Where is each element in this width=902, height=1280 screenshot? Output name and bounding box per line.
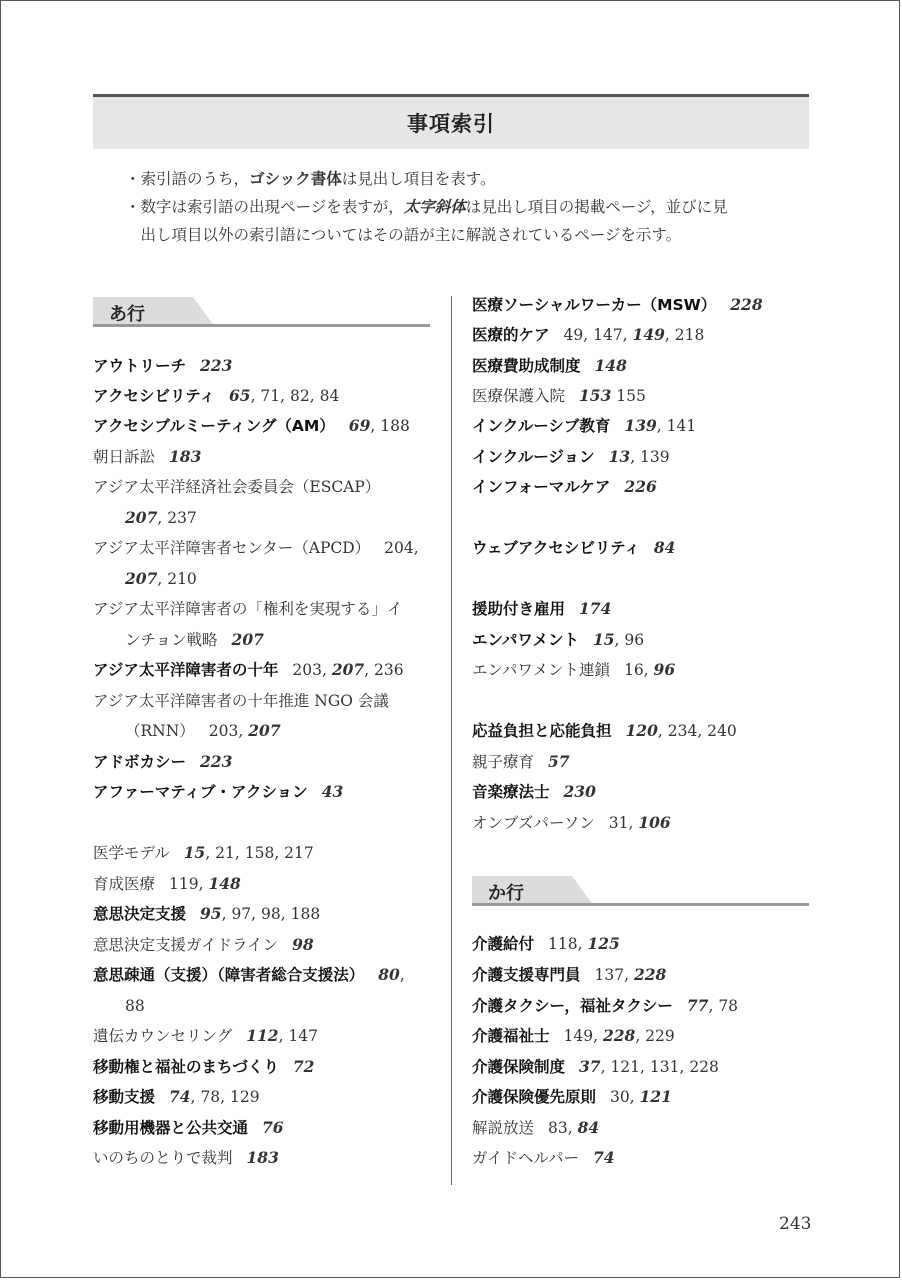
section-header-a-gyo	[93, 297, 430, 327]
index-entry	[472, 750, 570, 774]
usage-note-text: 太字斜体	[403, 197, 466, 216]
page-reference: 183	[246, 1148, 279, 1167]
index-entry	[472, 536, 675, 560]
page-reference: 223	[200, 752, 233, 771]
index-entry	[93, 445, 201, 469]
page-reference: , 96	[614, 631, 645, 649]
page-reference: 30,	[610, 1088, 640, 1106]
page-reference: , 218	[664, 326, 705, 344]
page-reference: 96	[653, 660, 676, 679]
index-entry	[93, 902, 320, 926]
index-term: 解説放送	[472, 1119, 535, 1137]
index-term: オンブズパーソン	[472, 814, 595, 832]
page-reference: , 97, 98, 188	[221, 905, 321, 923]
page-reference: 228	[633, 965, 667, 984]
index-entry	[93, 1146, 279, 1170]
page-reference: 121	[639, 1087, 672, 1106]
page-reference: 80	[378, 965, 400, 984]
index-term: 朝日訴訟	[93, 448, 156, 466]
page-reference: , 147	[278, 1027, 319, 1045]
page-reference: 77	[686, 996, 709, 1015]
index-term: 医学モデル	[93, 844, 170, 862]
column-divider	[451, 296, 452, 1185]
page-reference: 106	[638, 813, 671, 832]
index-term: 意思決定支援ガイドライン	[93, 936, 279, 954]
page-reference: , 236	[364, 661, 404, 679]
index-entry	[93, 506, 197, 530]
page-reference: , 78, 129	[190, 1088, 260, 1106]
index-term: エンパワメント	[472, 631, 579, 649]
page-reference: 74	[592, 1148, 615, 1167]
page-reference: 137,	[594, 966, 634, 984]
page-reference: 69	[348, 416, 371, 435]
index-entry	[93, 963, 405, 987]
page-reference: , 229	[635, 1027, 675, 1045]
index-entry	[472, 1055, 719, 1079]
index-entry	[472, 293, 763, 317]
index-entry	[93, 1024, 318, 1048]
page-reference: 223	[200, 356, 233, 375]
page-reference: , 237	[157, 509, 197, 527]
index-term: 遺伝カウンセリング	[93, 1027, 233, 1045]
usage-note-line	[125, 165, 495, 193]
index-term: 医療的ケア	[472, 326, 550, 344]
index-entry	[472, 323, 704, 347]
index-term: インクルージョン	[472, 448, 595, 466]
page-reference: 207	[231, 630, 264, 649]
page-reference: 230	[563, 782, 596, 801]
index-term: 応益負担と応能負担	[472, 722, 612, 740]
index-entry	[93, 475, 394, 499]
usage-note-text: 出し項目以外の索引語についてはその語が主に解説されているページを示す。	[125, 226, 682, 244]
page-title: 事項索引	[407, 112, 495, 136]
index-entry	[472, 963, 666, 987]
page-reference: , 78	[708, 997, 739, 1015]
index-entry	[93, 841, 314, 865]
page-reference: 95	[200, 904, 222, 923]
index-term: アジア太平洋障害者の十年	[93, 661, 279, 679]
page-reference: 16,	[623, 661, 654, 679]
index-term: アジア太平洋障害者センター（APCD）	[93, 539, 371, 557]
index-entry	[472, 475, 657, 499]
page-reference: 65	[229, 386, 251, 405]
page-number: 243	[779, 1214, 812, 1234]
index-entry	[472, 994, 738, 1018]
index-term: 介護保険優先原則	[472, 1088, 597, 1106]
index-entry	[472, 414, 696, 438]
index-entry	[472, 445, 670, 469]
page-reference: 43	[321, 782, 344, 801]
index-entry	[472, 780, 596, 804]
page-reference: 153	[579, 386, 612, 405]
section-label: あ行	[109, 304, 145, 325]
page-reference: 13	[608, 447, 631, 466]
index-entry	[93, 872, 241, 896]
page-reference: 49, 147,	[563, 326, 633, 344]
page-reference: 112	[246, 1026, 279, 1045]
index-term: 介護支援専門員	[472, 966, 581, 984]
usage-note-line	[125, 193, 728, 221]
index-term: いのちのとりで裁判	[93, 1149, 233, 1167]
index-entry	[93, 567, 197, 591]
section-header-ka-gyo	[472, 876, 809, 906]
index-entry	[93, 1116, 284, 1140]
index-entry	[93, 933, 314, 957]
index-term: 援助付き雇用	[472, 600, 566, 618]
index-term: 音楽療法士	[472, 783, 550, 801]
index-entry	[472, 658, 675, 682]
page-reference: 15	[592, 630, 615, 649]
index-term: 介護保険制度	[472, 1058, 566, 1076]
page-reference: 119,	[169, 875, 209, 893]
page-reference: 203,	[292, 661, 332, 679]
index-term: 医療ソーシャルワーカー（MSW）	[472, 296, 717, 314]
index-term: アクセシビリティ	[93, 387, 215, 405]
page-reference: 74	[169, 1087, 191, 1106]
index-entry	[93, 689, 403, 713]
page-reference: 228	[730, 295, 763, 314]
index-term: 移動権と福祉のまちづくり	[93, 1058, 279, 1076]
usage-note-text: ・索引語のうち，	[125, 170, 250, 188]
page-reference: 155	[611, 387, 646, 405]
usage-note-text: ゴシック書体	[249, 170, 342, 188]
index-term: 医療保護入院	[472, 387, 566, 405]
index-term: インフォーマルケア	[472, 478, 611, 496]
page-reference: 148	[594, 356, 627, 375]
page-reference: , 71, 82, 84	[250, 387, 340, 405]
index-entry	[472, 384, 646, 408]
page-reference: , 188	[370, 417, 410, 435]
index-entry	[472, 1146, 615, 1170]
page-reference: 174	[579, 599, 612, 618]
page-reference: 98	[292, 935, 314, 954]
page-reference: 125	[587, 934, 620, 953]
page-reference: 88	[125, 997, 145, 1015]
index-term: 介護福祉士	[472, 1027, 550, 1045]
index-term: アウトリーチ	[93, 357, 187, 375]
index-term: アドボカシー	[93, 753, 187, 771]
index-term: アジア太平洋経済社会委員会（ESCAP）	[93, 478, 381, 496]
index-term: ウェブアクセシビリティ	[472, 539, 640, 557]
index-term: アクセシブルミーティング（AM）	[93, 417, 335, 435]
index-term: 介護給付	[472, 935, 535, 953]
page-reference: ,	[399, 966, 405, 984]
page-reference: , 139	[630, 448, 670, 466]
index-term: アジア太平洋障害者の十年推進 NGO 会議	[93, 692, 389, 710]
page-reference: 203,	[208, 722, 249, 740]
page-reference: 149	[632, 325, 665, 344]
index-term: ガイドヘルパー	[472, 1149, 579, 1167]
index-term: インクルーシブ教育	[472, 417, 611, 435]
page-reference: 120	[625, 721, 658, 740]
page-reference: 207	[331, 660, 365, 679]
page-reference: 207	[125, 569, 158, 588]
page-reference: 148	[208, 874, 241, 893]
index-term: 介護タクシー，福祉タクシー	[472, 997, 673, 1015]
usage-note-line	[125, 221, 681, 249]
index-term: （RNN）	[125, 722, 195, 740]
usage-note-text: は見出し項目の掲載ページ，並びに見	[465, 198, 728, 216]
page-reference: 139	[624, 416, 657, 435]
index-entry	[472, 811, 671, 835]
index-entry	[93, 719, 281, 743]
page-reference: 84	[577, 1118, 600, 1137]
page-reference: 37	[579, 1057, 601, 1076]
index-term: アファーマティブ・アクション	[93, 783, 308, 801]
index-entry	[472, 628, 644, 652]
index-term: アジア太平洋障害者の「権利を実現する」イ	[93, 600, 403, 618]
page-reference: 57	[548, 752, 570, 771]
index-entry	[93, 750, 232, 774]
index-entry	[472, 1024, 675, 1048]
index-entry	[93, 1085, 260, 1109]
index-term: 親子療育	[472, 753, 535, 771]
page-reference: 84	[653, 538, 676, 557]
page-reference: 207	[248, 721, 281, 740]
index-entry	[93, 414, 410, 438]
index-term: 育成医療	[93, 875, 156, 893]
index-entry	[93, 780, 343, 804]
index-term: 医療費助成制度	[472, 357, 581, 375]
page-reference: 207	[125, 508, 158, 527]
index-entry	[93, 536, 419, 560]
page-reference: , 210	[157, 570, 197, 588]
section-label: か行	[488, 883, 524, 904]
page-reference: , 121, 131, 228	[600, 1058, 719, 1076]
index-term: 移動用機器と公共交通	[93, 1119, 249, 1137]
index-term: 移動支援	[93, 1088, 156, 1106]
page-reference: 118,	[548, 935, 588, 953]
page-reference: , 234, 240	[657, 722, 737, 740]
index-term: 意思疎通（支援）（障害者総合支援法）	[93, 966, 365, 984]
index-entry	[93, 1055, 314, 1079]
index-entry	[472, 1085, 672, 1109]
index-entry	[93, 994, 145, 1018]
page-reference: 228	[602, 1026, 636, 1045]
page-reference: 149,	[563, 1027, 603, 1045]
index-term: 意思決定支援	[93, 905, 187, 923]
usage-note-text: ・数字は索引語の出現ページを表すが，	[125, 198, 404, 216]
index-term: エンパワメント連鎖	[472, 661, 610, 679]
index-entry	[93, 597, 416, 621]
page-reference: 226	[624, 477, 657, 496]
page-reference: 15	[183, 843, 206, 862]
index-term: ンチョン戦略	[125, 631, 218, 649]
page-reference: 31,	[608, 814, 639, 832]
index-entry	[93, 354, 232, 378]
page-reference: 72	[292, 1057, 315, 1076]
page-reference: 183	[169, 447, 202, 466]
index-entry	[93, 658, 404, 682]
title-bar	[93, 94, 809, 149]
page-reference: 83,	[548, 1119, 578, 1137]
page-reference: , 21, 158, 217	[205, 844, 314, 862]
index-entry	[93, 628, 264, 652]
page-reference: , 141	[656, 417, 697, 435]
index-entry	[472, 597, 611, 621]
usage-note-text: は見出し項目を表す。	[341, 170, 496, 188]
index-entry	[472, 354, 627, 378]
page-reference: 76	[262, 1118, 284, 1137]
index-entry	[472, 719, 737, 743]
index-entry	[472, 1116, 599, 1140]
page-reference: 204,	[384, 539, 419, 557]
index-entry	[472, 932, 620, 956]
index-entry	[93, 384, 339, 408]
